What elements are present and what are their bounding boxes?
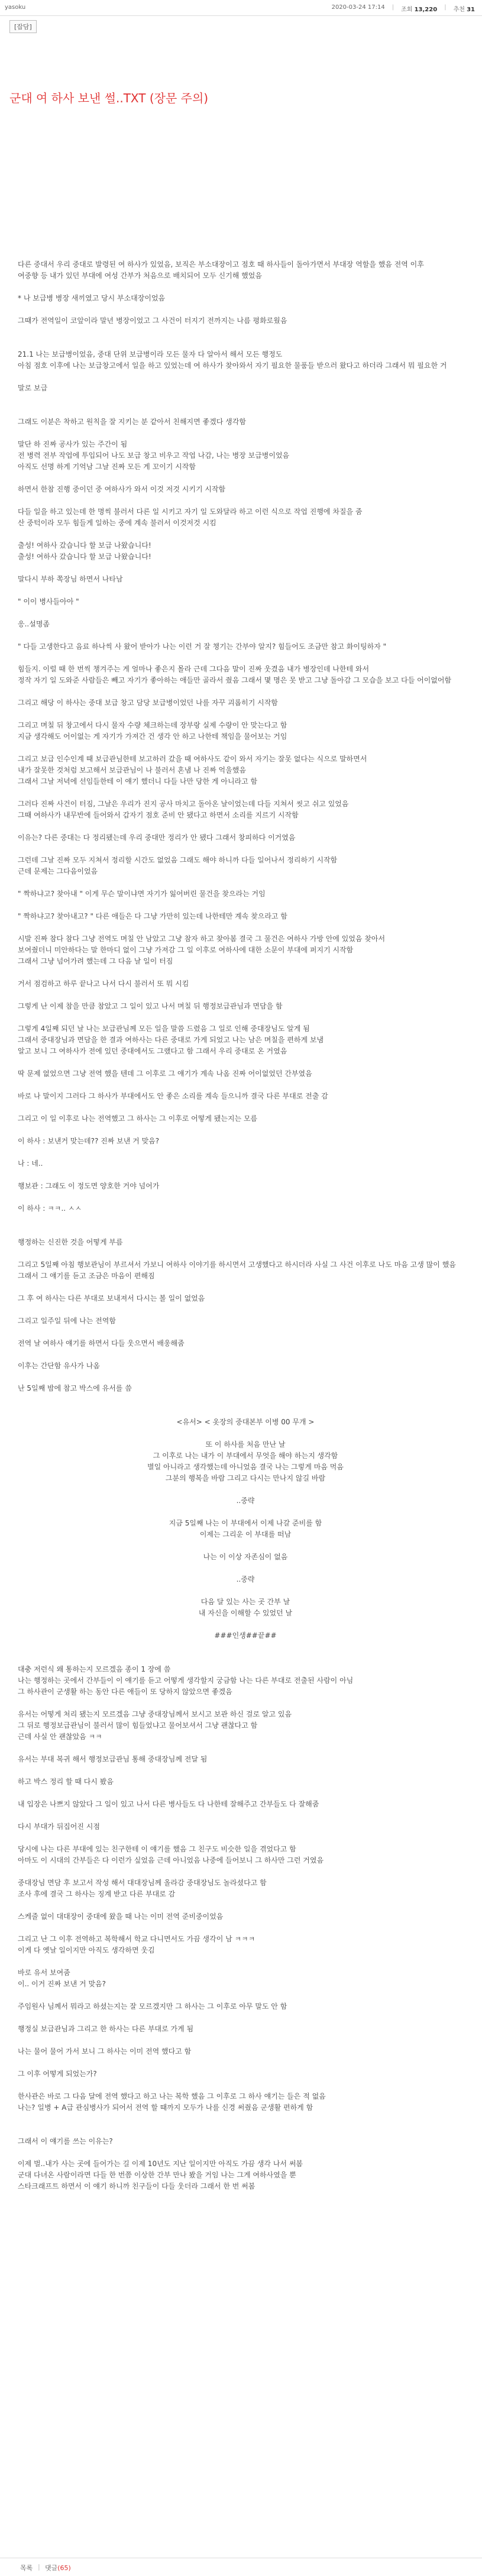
body-paragraph: 그 이후 어떻게 되었는가?	[18, 2070, 97, 2078]
paragraph-gap	[18, 1956, 473, 1967]
post-footer	[0, 2558, 482, 2576]
post-title: 군대 여 하사 보낸 썰..TXT (장문 주의)	[9, 91, 209, 105]
paragraph-gap	[18, 1507, 473, 1518]
meta-divider: |	[392, 4, 394, 11]
body-paragraph: 스타크래프트 하면서 이 얘기 하니까 친구들이 다들 웃더라 그래서 한 번 써봄	[18, 2182, 255, 2190]
body-paragraph: 거서 점검하고 하루 끝나고 나서 다시 불러서 또 뭐 시킴	[18, 980, 189, 988]
paragraph-gap	[18, 967, 473, 978]
views-stat	[401, 4, 437, 13]
paragraph-gap	[18, 1866, 473, 1877]
post-body	[18, 259, 473, 2192]
body-paragraph: <유서> < 옷장의 중대본부 이병 00 무개 >	[176, 1418, 315, 1426]
paragraph-gap	[18, 1922, 473, 1934]
body-paragraph: 이 하사 : ㅋㅋ.. ㅅㅅ	[18, 1204, 82, 1213]
paragraph-gap	[18, 2113, 473, 2125]
body-paragraph: 바로 나 말이지 그러다 그 하사가 부대에서도 안 좋은 소리를 계속 들으니까 결국 다른 부대로 전출 감	[18, 1092, 328, 1100]
body-paragraph: 나는? 일병 + A급 관심병사가 되어서 전역 할 때까지 모두가 나를 신경 써줬음 군생활 편하게 함	[18, 2103, 313, 2112]
body-paragraph: 행보관 : 그래도 이 정도면 양호한 거야 넘어가	[18, 1182, 160, 1190]
paragraph-gap	[18, 1147, 473, 1158]
paragraph-gap	[18, 563, 473, 574]
body-paragraph: 다시 부대가 뒤집어진 시점	[18, 1822, 100, 1831]
body-paragraph: 이제는 그리운 이 부대를 떠남	[199, 1530, 292, 1539]
body-paragraph: 주임원사 님께서 뭐라고 하셨는지는 잘 모르겠지만 그 하사는 그 이후로 아무 말도 안 함	[18, 2002, 287, 2011]
body-paragraph: 하면서 한참 진행 중이던 중 여하사가 와서 이것 저것 시키기 시작함	[18, 485, 226, 493]
paragraph-gap	[18, 900, 473, 911]
body-paragraph: 그리고 보급 인수인계 때 보급관님한테 보고하러 갔을 때 여하사도 같이 와서 자기는 잘못 없다는 식으로 말하면서	[18, 755, 367, 763]
paragraph-gap	[18, 709, 473, 720]
body-paragraph: * 나 보급병 병장 새끼였고 당시 부소대장이었음	[18, 294, 166, 302]
list-button[interactable]: 목록	[20, 2564, 33, 2572]
paragraph-gap	[18, 327, 473, 338]
paragraph-gap	[18, 1563, 473, 1574]
body-paragraph: 내 입장은 나쁘지 않았다 그 일이 있고 나서 다른 병사들도 다 나한테 잘해주고 간부들도 다 잘해줌	[18, 1800, 319, 1808]
body-paragraph: " 이이 병사들아아 "	[18, 597, 79, 606]
meta-divider: |	[444, 4, 447, 11]
views-label: 조회	[401, 7, 413, 13]
body-paragraph: 행정하는 신진한 것을 어떻게 부름	[18, 1238, 123, 1246]
post-date: 2020-03-24 17:14	[331, 4, 385, 11]
body-paragraph: 내가 잘못한 것처럼 보고해서 보급관님이 나 불러서 혼냄 나 진짜 억울했음	[18, 766, 246, 774]
paragraph-gap	[18, 1765, 473, 1776]
post-header	[0, 0, 482, 16]
paragraph-gap	[18, 1810, 473, 1821]
body-paragraph: 그리고 난 그 이후 전역하고 복학해서 학교 다니면서도 가끔 생각이 남 ㅋㅋㅋ	[18, 1935, 255, 1943]
body-paragraph: 그래서 이 얘기를 쓰는 이유는?	[18, 2137, 113, 2145]
paragraph-gap	[18, 1169, 473, 1181]
body-paragraph: 아침 점호 이후에 나는 보급창고에서 일을 하고 있었는데 여 하사가 찾아와서 자기 필요한 물품들 받으러 왔다고 하더라 그래서 뭐 필요한 거	[18, 361, 447, 370]
paragraph-gap	[18, 1079, 473, 1091]
paragraph-gap	[18, 1619, 473, 1630]
body-paragraph: " 다들 고생한다고 음료 하나씩 사 왔어 받아가 나는 이런 거 잘 챙기는 간부야 알지? 힘들어도 조금만 참고 화이팅하자 "	[18, 642, 387, 651]
body-paragraph: 아마도 이 시대의 간부들은 다 이런가 싶었음 근데 아니었음 나중에 들어보니 그 하사만 그런 거였음	[18, 1856, 324, 1864]
body-paragraph: 딱 문제 없었으면 그냥 전역 했을 텐데 그 이후로 그 얘기가 계속 나옴 진짜 어이없었던 간부였음	[18, 1069, 312, 1078]
paragraph-gap	[18, 1102, 473, 1113]
body-paragraph: 그리고 며칠 뒤 창고에서 다시 물자 수량 체크하는데 장부랑 실제 수량이 안 맞는다고 함	[18, 721, 287, 729]
body-paragraph: 당시에 나는 다른 부대에 있는 친구한테 이 얘기를 했음 그 친구도 비슷한 일을 겪었다고 함	[18, 1845, 296, 1853]
body-paragraph: " 짝하냐고? 찾아내고? " 다른 애들은 다 그냥 가만히 있는데 나한테만 계속 찾으라고 함	[18, 912, 287, 920]
body-paragraph: 다른 중대서 우리 중대로 발령된 여 하사가 있었음, 보직은 부소대장이고 점호 때 하사들이 돌아가면서 부대장 역할을 했음 전역 이후	[18, 260, 424, 269]
paragraph-gap	[18, 1248, 473, 1259]
body-paragraph: 근데 문제는 그다음이었음	[18, 867, 98, 875]
paragraph-gap	[18, 1349, 473, 1360]
paragraph-gap	[18, 2057, 473, 2068]
body-paragraph: 난 5일째 밤에 참고 박스에 유서를 씀	[18, 1384, 132, 1392]
footer-divider: |	[38, 2563, 40, 2571]
paragraph-gap	[18, 843, 473, 855]
body-paragraph: 이 하사 : 보낸거 맞는데?? 진짜 보낸 거 맞음?	[18, 1137, 160, 1145]
comment-count: (65)	[57, 2564, 71, 2572]
paragraph-gap	[18, 1214, 473, 1226]
body-paragraph: 전 병력 전부 작업에 투입되어 나도 보급 창고 비우고 작업 나감, 나는 병장 보급병이었음	[18, 451, 290, 460]
body-paragraph: 하고 박스 정리 할 때 다시 봤음	[18, 1777, 114, 1786]
body-paragraph: 보여줬더니 미안하다는 말 한마디 없이 그냥 가져감 그 일 이후로 여하사에 대한 소문이 부대에 퍼지기 시작함	[18, 946, 354, 954]
paragraph-gap	[18, 1282, 473, 1293]
body-paragraph: 21.1 나는 보급병이었음, 중대 단위 보급병이라 모든 물자 다 알아서 해서 모든 행정도	[18, 350, 283, 358]
category-badge: [잡담]	[9, 20, 37, 33]
paragraph-gap	[18, 1540, 473, 1552]
paragraph-gap	[18, 304, 473, 315]
body-paragraph: 출성! 여하사 갔습니다 할 보급 나왔습니다!	[18, 541, 151, 550]
paragraph-gap	[18, 1484, 473, 1495]
body-paragraph: 이게 다 옛날 일이지만 아직도 생각하면 웃김	[18, 1946, 155, 1954]
paragraph-gap	[18, 1226, 473, 1237]
paragraph-gap	[18, 787, 473, 799]
recommend-label: 추천	[453, 7, 465, 13]
body-paragraph: 다들 일을 하고 있는데 한 명씩 불러서 다른 일 시키고 자기 일 도와달라 하고 이런 식으로 작업 진행에 차질을 줌	[18, 508, 363, 516]
paragraph-gap	[18, 1012, 473, 1023]
paragraph-gap	[18, 990, 473, 1001]
paragraph-gap	[18, 405, 473, 416]
body-paragraph: 그리고 해당 이 하사는 중대 보급 창고 담당 보급병이었던 나를 자꾸 괴롭히기 시작함	[18, 699, 278, 707]
comment-label: 댓글	[45, 2564, 58, 2572]
body-paragraph: " 짝하냐고? 찾아내 " 이게 무슨 말이냐면 자기가 잃어버린 물건을 찾으라는 거임	[18, 890, 266, 898]
paragraph-gap	[18, 821, 473, 832]
recommend-count: 31	[467, 7, 475, 13]
body-paragraph: 그러다 진짜 사건이 터짐, 그날은 우리가 진지 공사 마치고 돌아온 날이었는데 다들 지쳐서 씻고 쉬고 있었음	[18, 800, 349, 808]
body-paragraph: 이후는 간단함 유사가 나옴	[18, 1362, 100, 1370]
body-paragraph: 나는 이 이상 자존심이 없음	[203, 1553, 288, 1561]
paragraph-gap	[18, 2147, 473, 2158]
recommend-stat	[454, 4, 475, 13]
body-paragraph: ..중략	[236, 1497, 255, 1505]
paragraph-gap	[18, 1641, 473, 1653]
body-paragraph: ..중략	[236, 1575, 255, 1583]
body-paragraph: 조사 후에 결국 그 하사는 징계 받고 다른 부대로 감	[18, 1890, 176, 1898]
paragraph-gap	[18, 2125, 473, 2136]
body-paragraph: 그 후 여 하사는 다른 부대로 보내져서 다시는 볼 일이 없었음	[18, 1294, 205, 1302]
body-paragraph: 이유는? 다른 중대는 다 정리됐는데 우리 중대만 정리가 안 됐다 그래서 창피하다 이거였음	[18, 833, 296, 842]
paragraph-gap	[18, 877, 473, 888]
body-paragraph: 군대 다녀온 사람이라면 다들 한 번쯤 이상한 간부 만나 봤을 거임 나는 그게 여하사였을 뿐	[18, 2171, 296, 2179]
body-paragraph: 그때 여하사가 내무반에 들어와서 갑자기 점호 준비 안 됐다고 하면서 소리를 지르기 시작함	[18, 811, 299, 819]
paragraph-gap	[18, 742, 473, 754]
body-paragraph: 그래서 중대장님과 면담을 한 결과 여하사는 다른 중대로 가게 되었고 나는 남은 며칠을 편하게 보냄	[18, 1036, 324, 1044]
paragraph-gap	[18, 2035, 473, 2046]
body-paragraph: 그 뒤로 행정보급관님이 불러서 많이 힘들었냐고 물어보셔서 그냥 괜찮다고 함	[18, 1721, 258, 1730]
body-paragraph: 대충 저런식 왜 통하는지 모르겠음 종이 1 장에 씀	[18, 1665, 171, 1673]
paragraph-gap	[18, 1304, 473, 1316]
body-paragraph: 지금 5일째 나는 이 부대에서 이제 나갈 준비를 함	[169, 1519, 322, 1527]
body-paragraph: 나는 물어 물어 가서 보니 그 하사는 이미 전역 했다고 함	[18, 2047, 192, 2055]
paragraph-gap	[18, 1405, 473, 1417]
paragraph-gap	[18, 371, 473, 383]
paragraph-gap	[18, 1832, 473, 1844]
body-paragraph: 말단 하 진짜 공사가 있는 주간이 됨	[18, 440, 128, 448]
paragraph-gap	[18, 428, 473, 439]
paragraph-gap	[18, 2012, 473, 2024]
body-paragraph: 응..설명좀	[18, 620, 50, 628]
body-paragraph: 산 중턱이라 모두 힘들게 일하는 중에 계속 불러서 이것저것 시킴	[18, 519, 216, 527]
paragraph-gap	[18, 922, 473, 933]
paragraph-gap	[18, 1192, 473, 1203]
body-paragraph: 또 이 하사를 처음 만난 날	[205, 1440, 286, 1449]
body-paragraph: 그래도 이분은 착하고 원칙을 잘 지키는 분 같아서 친해지면 좋겠다 생각함	[18, 418, 246, 426]
paragraph-gap	[18, 495, 473, 506]
body-paragraph: 중대장님 면담 후 보고서 작성 해서 대대장님께 올라감 중대장님도 놀라셨다고 함	[18, 1879, 267, 1887]
body-paragraph: 전역 날 여하사 얘기를 하면서 다들 웃으면서 배웅해줌	[18, 1339, 185, 1347]
body-paragraph: 별일 아니라고 생각했는데 아니었음 결국 나는 그렇게 마음 먹음	[147, 1463, 344, 1471]
body-paragraph: ###인생##끝##	[214, 1631, 277, 1640]
body-paragraph: 그리고 5일째 아침 행보관님이 부르셔서 가보니 여하사 이야기를 하시면서 고생했다고 하시더라 사실 그 사건 이후로 나도 마음 고생 많이 했음	[18, 1260, 456, 1269]
body-paragraph: 시발 진짜 참다 참다 그냥 전역도 며칠 안 남았고 그냥 참자 하고 찾아봄 결국 그 물건은 여하사 가방 안에 있었음 찾아서	[18, 935, 386, 943]
body-paragraph: 아직도 선명 하게 기억남 그날 진짜 모든 게 꼬이기 시작함	[18, 463, 196, 471]
body-paragraph: 그리고 일주일 뒤에 나는 전역함	[18, 1317, 116, 1325]
body-paragraph: 그렇게 난 이제 참을 만큼 참았고 그 일이 있고 나서 며칠 뒤 행정보급관님과 면담을 함	[18, 1002, 283, 1010]
paragraph-gap	[18, 1788, 473, 1799]
body-paragraph: 그런데 그날 진짜 모두 지쳐서 정리할 시간도 없었음 그래도 해야 하니까 다들 일어나서 정리하기 시작함	[18, 856, 338, 864]
body-paragraph: 말다시 부하 쪽장님 하면서 나타남	[18, 575, 123, 583]
paragraph-gap	[18, 1327, 473, 1338]
body-paragraph: 말로 보급	[18, 384, 48, 392]
body-paragraph: 다음 달 있는 사는 곳 간부 날	[200, 1598, 290, 1606]
body-paragraph: 출성! 여하사 갔습니다 할 보급 나왔습니다!	[18, 552, 151, 561]
paragraph-gap	[18, 652, 473, 664]
paragraph-gap	[18, 1124, 473, 1136]
paragraph-gap	[18, 1743, 473, 1754]
paragraph-gap	[18, 1372, 473, 1383]
body-paragraph: 그렇게 4일째 되던 날 나는 보급관님께 모든 일을 말씀 드렸음 그 일로 인해 중대장님도 알게 됨	[18, 1024, 310, 1033]
body-paragraph: 한사관은 바로 그 다음 달에 전역 했다고 하고 나는 복학 했음 그 이후로 그 하사 얘기는 들은 적 없음	[18, 2092, 326, 2100]
paragraph-gap	[18, 1394, 473, 1405]
paragraph-gap	[18, 607, 473, 619]
body-paragraph: 근데 사실 안 괜찮았음 ㅋㅋ	[18, 1733, 102, 1741]
paragraph-gap	[18, 1585, 473, 1596]
views-count: 13,220	[414, 7, 438, 13]
body-paragraph: 정작 자기 일 도와준 사람들은 빼고 자기가 좋아하는 애들만 골라서 줬음 그래서 몇 명은 못 받고 그냥 돌아감 그 모습을 보고 다들 어이없어함	[18, 676, 452, 684]
body-paragraph: 행정실 보급관님과 그리고 한 하사는 다른 부대로 가게 됨	[18, 2025, 194, 2033]
paragraph-gap	[18, 2080, 473, 2091]
body-paragraph: 스케줄 없이 대대장이 중대에 왔을 때 나는 이미 전역 준비중이었음	[18, 1912, 224, 1921]
body-paragraph: 그리고 이 일 이후로 나는 전역했고 그 하사는 그 이후로 어떻게 됐는지는 모름	[18, 1114, 258, 1123]
body-paragraph: 여중향 등 내가 있던 부대에 여성 간부가 처음으로 배치되어 모두 신기해 했었음	[18, 272, 262, 280]
body-paragraph: 그 이후로 나는 내가 이 부대에서 무엇을 해야 하는지 생각함	[153, 1452, 338, 1460]
body-paragraph: 이.. 이거 진짜 보낸 거 맞음?	[18, 1980, 106, 1988]
paragraph-gap	[18, 1428, 473, 1439]
body-paragraph: 그래서 그 얘기를 듣고 조금은 마음이 편해짐	[18, 1272, 155, 1280]
paragraph-gap	[18, 338, 473, 349]
body-paragraph: 그 하사관이 군생활 하는 동안 다른 애들이 또 당하지 않았으면 좋겠음	[18, 1688, 232, 1696]
paragraph-gap	[18, 686, 473, 697]
paragraph-gap	[18, 282, 473, 293]
paragraph-gap	[18, 473, 473, 484]
paragraph-gap	[18, 1990, 473, 2001]
body-paragraph: 지금 생각해도 어이없는 게 자기가 가져간 건 생각 안 하고 나한테 책임을 물어보는 거임	[18, 732, 287, 741]
paragraph-gap	[18, 630, 473, 641]
body-paragraph: 내 자신을 이해할 수 있었던 날	[198, 1609, 293, 1617]
body-paragraph: 유서는 부대 복귀 해서 행정보급관님 통해 중대장님께 전달 됨	[18, 1755, 208, 1763]
body-paragraph: 그래서 그냥 넘어가려 했는데 그 다음 날 일이 터짐	[18, 957, 173, 965]
author-name[interactable]: yasoku	[5, 4, 26, 11]
body-paragraph: 그때가 전역일이 코앞이라 말년 병장이었고 그 사건이 터지기 전까지는 나름 평화로웠음	[18, 316, 287, 325]
paragraph-gap	[18, 1653, 473, 1664]
body-paragraph: 그분의 행복을 바람 그리고 다시는 만나지 않길 바람	[165, 1474, 326, 1482]
body-paragraph: 나는 행정하는 곳에서 간부들이 이 얘기를 듣고 어떻게 생각할지 궁금함 나는 다른 부대로 전출된 사람이 아님	[18, 1676, 354, 1685]
body-paragraph: 바로 유서 보여줌	[18, 1969, 70, 1977]
paragraph-gap	[18, 1900, 473, 1911]
paragraph-gap	[18, 394, 473, 405]
body-paragraph: 나 : 네..	[18, 1159, 43, 1168]
paragraph-gap	[18, 1057, 473, 1068]
body-paragraph: 유서는 어떻게 처리 됐는지 모르겠음 그냥 중대장님께서 보시고 보관 하신 걸로 알고 있음	[18, 1710, 292, 1718]
body-paragraph: 알고 보니 그 여하사가 전에 있던 중대에서도 그랬다고 함 그래서 우리 중대로 온 거였음	[18, 1047, 287, 1055]
body-paragraph: 힘들지. 이럴 때 한 번씩 챙겨주는 게 얼마나 좋은지 몰라 근데 그다음 말이 진짜 웃겼음 내가 병장인데 나한테 와서	[18, 665, 370, 673]
paragraph-gap	[18, 1698, 473, 1709]
paragraph-gap	[18, 585, 473, 596]
comment-button[interactable]	[45, 2563, 71, 2572]
body-paragraph: 그래서 그날 저녁에 선임들한테 이 얘기 했더니 다들 나만 당한 게 아니라고 함	[18, 777, 258, 786]
post-meta	[332, 4, 475, 13]
body-paragraph: 이제 벌..내가 사는 곳에 들어가는 길 이제 10년도 지난 일이지만 아직도 가끔 생각 나서 써봄	[18, 2160, 303, 2168]
paragraph-gap	[18, 529, 473, 540]
